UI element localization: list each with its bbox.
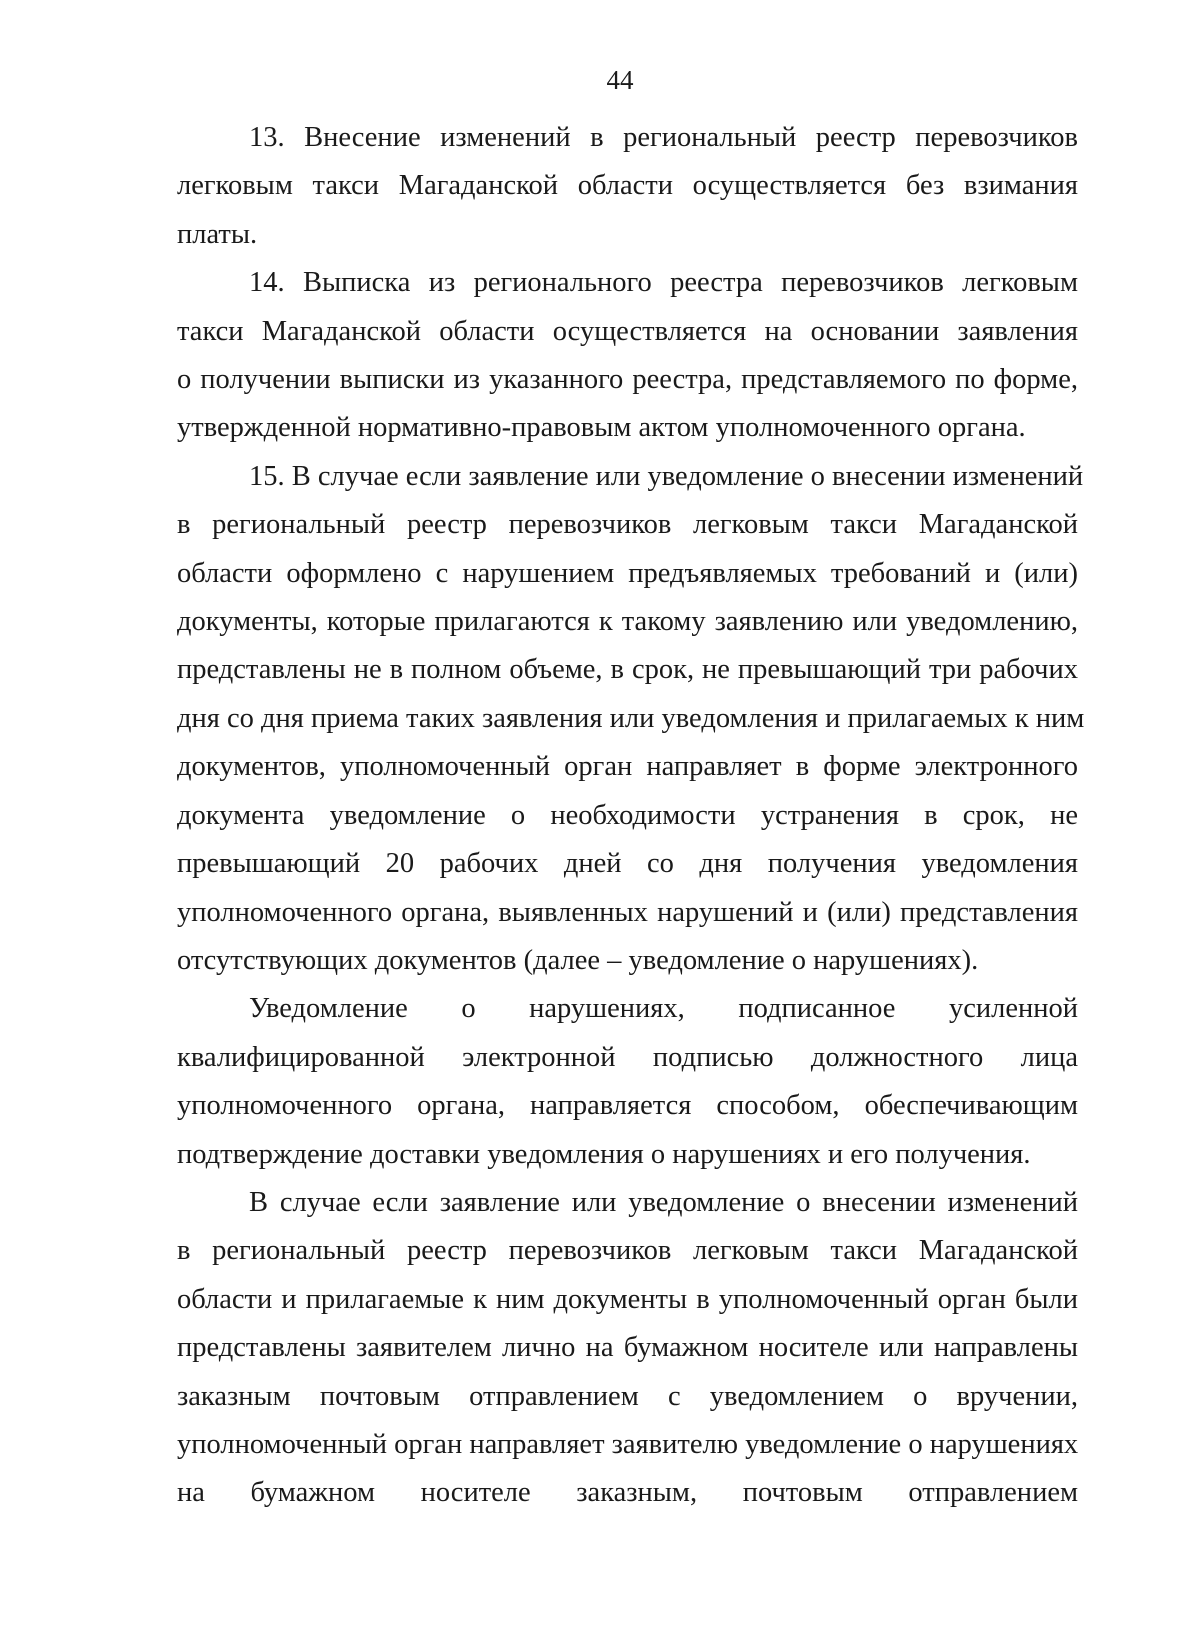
text-line: области и прилагаемые к ним документы в уполномоченный орган были <box>177 1283 1078 1315</box>
text-line: такси Магаданской области осуществляется на основании заявления <box>177 315 1078 347</box>
text-line: заказным почтовым отправлением с уведомлением о вручении, <box>177 1380 1078 1412</box>
text-line: подтверждение доставки уведомления о нарушениях и его получения. <box>177 1138 1031 1170</box>
text-line: о получении выписки из указанного реестра, представляемого по форме, <box>177 364 1078 396</box>
paragraph-paper-submission <box>177 1179 1078 1518</box>
paragraph-notification <box>177 985 1078 1179</box>
text-line: утвержденной нормативно-правовым актом уполномоченного органа. <box>177 412 1026 444</box>
text-line: уполномоченного органа, выявленных нарушений и (или) представления <box>177 896 1078 928</box>
text-line: 13. Внесение изменений в региональный реестр перевозчиков <box>249 122 1078 153</box>
text-line: области оформлено с нарушением предъявляемых требований и (или) <box>177 557 1078 589</box>
text-line: представлены не в полном объеме, в срок, не превышающий три рабочих <box>177 654 1078 686</box>
text-line: документы, которые прилагаются к такому заявлению или уведомлению, <box>177 606 1078 638</box>
paragraph-14 <box>177 259 1078 453</box>
document-body <box>177 114 1085 1518</box>
text-line: В случае если заявление или уведомление о внесении изменений <box>249 1186 1078 1218</box>
text-line: дня со дня приема таких заявления или уведомления и прилагаемых к ним <box>177 702 1085 734</box>
text-line: платы. <box>177 218 258 250</box>
text-line: уполномоченного органа, направляется способом, обеспечивающим <box>177 1090 1078 1122</box>
text-line: документа уведомление о необходимости устранения в срок, не <box>177 799 1078 831</box>
text-line: превышающий 20 рабочих дней со дня получения уведомления <box>177 848 1078 880</box>
paragraph-13 <box>177 114 1078 259</box>
text-line: отсутствующих документов (далее – уведомление о нарушениях). <box>177 944 979 976</box>
text-line: в региональный реестр перевозчиков легковым такси Магаданской <box>177 509 1078 541</box>
text-line: на бумажном носителе заказным, почтовым отправлением <box>177 1477 1078 1509</box>
text-line: 15. В случае если заявление или уведомление о внесении изменений <box>249 460 1084 492</box>
text-line: представлены заявителем лично на бумажном носителе или направлены <box>177 1332 1078 1364</box>
paragraph-15 <box>177 453 1085 985</box>
text-line: 14. Выписка из регионального реестра перевозчиков легковым <box>249 267 1078 299</box>
text-line: документов, уполномоченный орган направляет в форме электронного <box>177 751 1078 783</box>
text-line: квалифицированной электронной подписью должностного лица <box>177 1041 1078 1073</box>
text-line: в региональный реестр перевозчиков легковым такси Магаданской <box>177 1235 1078 1267</box>
page-number: 44 <box>606 65 634 95</box>
text-line: Уведомление о нарушениях, подписанное усиленной <box>249 993 1078 1025</box>
text-line: легковым такси Магаданской области осуществляется без взимания <box>177 170 1078 202</box>
text-line: уполномоченный орган направляет заявителю уведомление о нарушениях <box>177 1428 1079 1460</box>
